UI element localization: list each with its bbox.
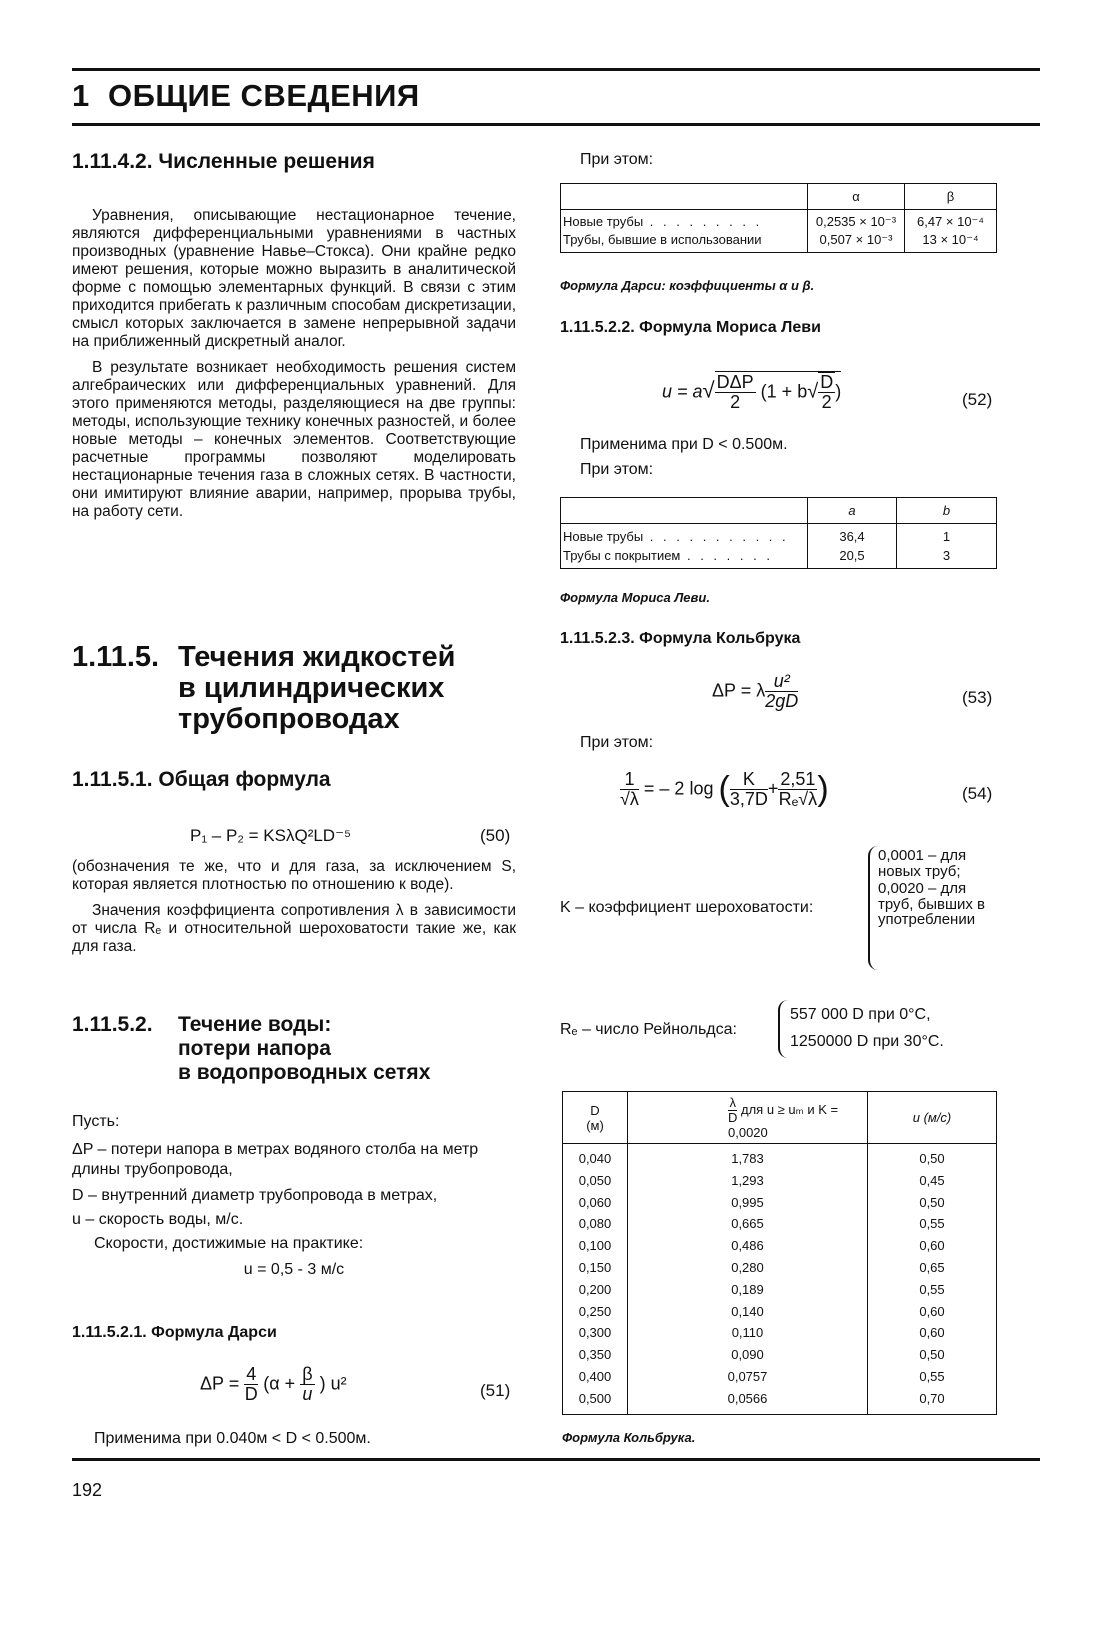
darcy-intro: При этом: xyxy=(580,151,654,168)
formula-51: ΔP = $\frac{4}{D}$ (α + $\frac{\beta}{u}$ ) u² xyxy=(200,1364,347,1404)
paragraph: (обозначения те же, что и для газа, за исключением S, которая является плотностью по отношению к воде). xyxy=(72,858,516,893)
table-caption: Формула Дарси: коэффициенты α и β. xyxy=(560,278,815,293)
header-rule xyxy=(72,123,1040,126)
chapter-title: 1 ОБЩИЕ СВЕДЕНИЯ xyxy=(72,78,420,113)
formula-54: $\frac{1}{√\lambda}$ = – 2 log ( $\frac{K}{3,7D}$ + $\frac{2,51}{\text{Rₑ√λ}}$ ) xyxy=(620,769,829,809)
colebrook-table: D (м) $\frac{\lambda}{D}$ для u ≥ uₘ и K = 0,0020 u (м/с) 0,040 0,050 0,060 0,080 0,100 0,150 0,200 0,250 0,300 0,350 0,400 0,500 1,783 1,293 0,995 0,665 0,486 0,280 0,189 0,140 0,110 0,090 0,0757 0,0566 0,50 0,45 0,50 0,55 0,60 0,65 0,55 0,60 0,60 0,50 0,55 0,70 xyxy=(562,1091,997,1415)
roughness-brace xyxy=(868,846,878,970)
levy-intro: При этом: xyxy=(580,461,654,478)
levy-heading: 1.11.5.2.2. Формула Мориса Леви xyxy=(560,319,821,336)
equation-number: (51) xyxy=(480,1381,511,1400)
section-1-11-5-2-heading: 1.11.5.2. Течение воды: потери напора в водопроводных сетях xyxy=(72,1013,431,1084)
footer-rule xyxy=(72,1458,1040,1461)
section-1-11-5-heading: 1.11.5. Течения жидкостей в цилиндрических трубопроводах xyxy=(72,641,456,735)
reynolds-label: Rₑ – число Рейнольдса: xyxy=(560,1021,737,1038)
page-number: 192 xyxy=(72,1480,103,1500)
column-d: 0,040 0,050 0,060 0,080 0,100 0,150 0,200 0,250 0,300 0,350 0,400 0,500 xyxy=(563,1144,628,1415)
paragraph: Уравнения, описывающие нестационарное течение, являются дифференциальными уравнениями в частных производных (уравнение Навье–Стокса). Они крайне редко имеют решения, которые можно выразить в аналитической форме с помощью элементарных функций. В связи с этим приходится прибегать к различным способам дискретизации, смысл которых заключается в замене непрерывной задачи на приближенный дискретный аналог. xyxy=(72,207,516,350)
colebrook-heading: 1.11.5.2.3. Формула Кольбрука xyxy=(560,630,801,647)
table-caption: Формула Мориса Леви. xyxy=(560,590,710,605)
levy-applicability: Применима при D < 0.500м. xyxy=(580,436,788,453)
reynolds-options: 557 000 D при 0°C, 1250000 D при 30°C. xyxy=(790,1006,944,1050)
column-lambda: 1,783 1,293 0,995 0,665 0,486 0,280 0,189 0,140 0,110 0,090 0,0757 0,0566 xyxy=(628,1144,868,1415)
formula-53: ΔP = λ $\frac{\text{u²}}{2gD}$ xyxy=(712,671,799,711)
equation-number: (50) xyxy=(480,826,511,845)
section-heading: 1.11.4.2. Численные решения xyxy=(72,150,375,173)
darcy-coefficients-table: α β Новые трубы . . . . . . . . . Трубы, бывшие в использовании 0,2535 × 10⁻³ 0,507 × 10⁻³ 6,47 × 10⁻⁴ 13 × 10⁻⁴ xyxy=(560,183,997,253)
equation-number: (53) xyxy=(962,688,993,707)
section-1-11-5-1 xyxy=(72,768,516,792)
paragraph: Значения коэффициента сопротивления λ в зависимости от числа Rₑ и относительной шероховатости такие же, как для газа. xyxy=(72,902,516,955)
roughness-options: 0,0001 – для новых труб; 0,0020 – для труб, бывших в употреблении xyxy=(878,847,986,928)
paragraph: В результате возникает необходимость решения систем алгебраических или дифференциальных уравнений. Для этого применяются методы, разделяющиеся на две группы: методы, использующие технику конечных разностей, и более новые методы – конечных элементов. Соответствующие расчетные программы позволяют моделировать нестационарные течения газа в сложных сетях. В частности, они имитируют влияние аварии, например, прорыва трубы, на работу сети. xyxy=(72,359,516,520)
definitions: Пусть: ΔP – потери напора в метрах водяного столба на метр длины трубопровода, D – внутренний диаметр трубопровода в метрах, u – скорость воды, м/с. Скорости, достижимые на практике: u = 0,5 - 3 м/с xyxy=(72,1113,479,1278)
darcy-heading: 1.11.5.2.1. Формула Дарси xyxy=(72,1324,277,1341)
table-caption: Формула Кольбрука. xyxy=(562,1430,696,1445)
top-rule xyxy=(72,68,1040,71)
equation-number: (54) xyxy=(962,784,993,803)
section-1-11-5-1-text xyxy=(72,858,516,956)
section-heading: 1.11.5.1. Общая формула xyxy=(72,768,331,791)
levy-coefficients-table: a b Новые трубы . . . . . . . . . . . Трубы с покрытием . . . . . . . 36,4 20,5 1 3 xyxy=(560,497,997,569)
column-u: 0,50 0,45 0,50 0,55 0,60 0,65 0,55 0,60 0,60 0,50 0,55 0,70 xyxy=(868,1144,997,1415)
section-1-11-4-2 xyxy=(72,150,516,521)
darcy-applicability: Применима при 0.040м < D < 0.500м. xyxy=(94,1430,371,1447)
formula-50: P₁ – P₂ = KSλQ²LD⁻⁵ xyxy=(190,826,352,845)
reynolds-brace xyxy=(778,1000,788,1058)
colebrook-intro: При этом: xyxy=(580,734,654,751)
formula-52: u = a√ $\frac{\text{DΔP}}{2}$ (1 + b√ $\frac{D}{2}$ ) xyxy=(662,372,842,412)
roughness-label: K – коэффициент шероховатости: xyxy=(560,899,814,916)
equation-number: (52) xyxy=(962,390,993,409)
